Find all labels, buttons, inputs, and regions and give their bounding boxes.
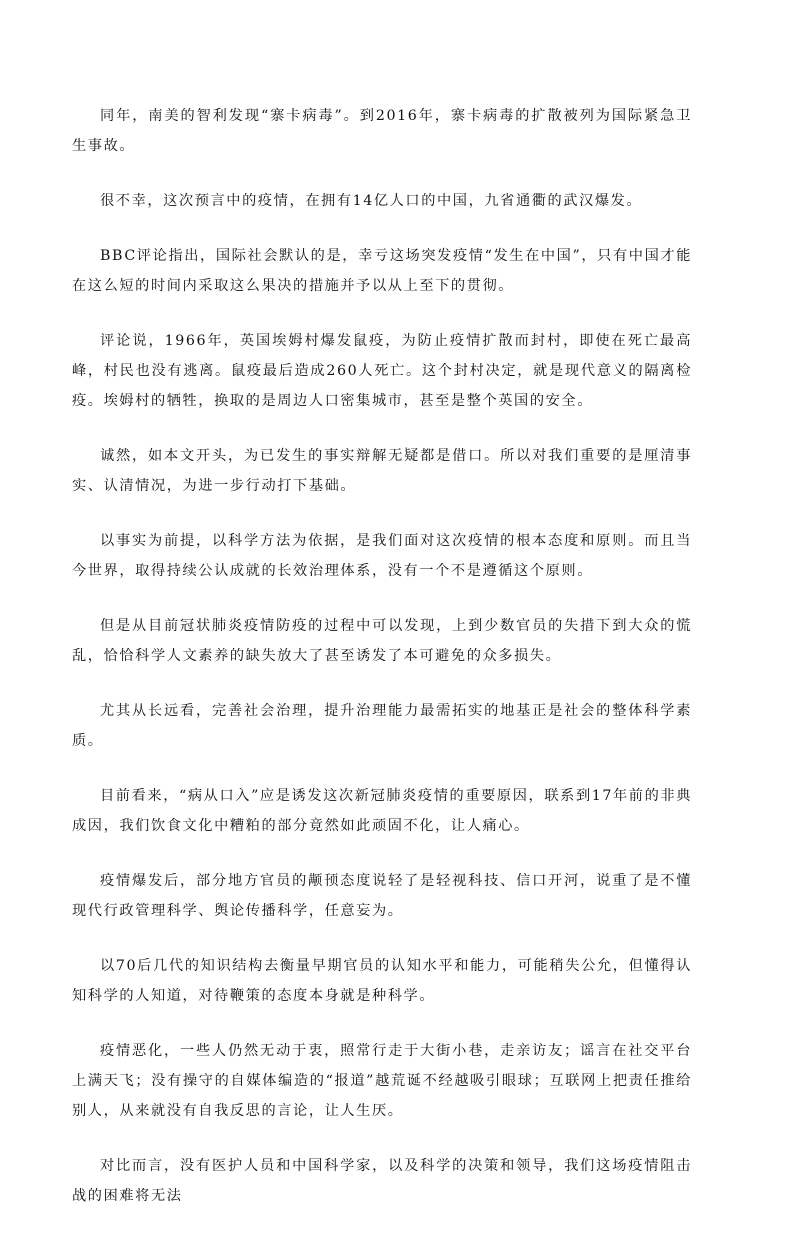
paragraph-5: 诚然，如本文开头，为已发生的事实辩解无疑都是借口。所以对我们重要的是厘清事实、认清情况，为进一步行动打下基础。 [72, 448, 692, 494]
paragraph-12: 疫情恶化，一些人仍然无动于衷，照常行走于大街小巷，走亲访友；谣言在社交平台上满天飞；没有操守的自媒体编造的“报道”越荒诞不经越吸引眼球；互联网上把责任推给别人，从来就没有自我反思的言论，让人生厌。 [72, 1043, 692, 1119]
document-body [72, 101, 692, 1236]
paragraph-10: 疫情爆发后，部分地方官员的颟顸态度说轻了是轻视科技、信口开河，说重了是不懂现代行政管理科学、舆论传播科学，任意妄为。 [72, 873, 692, 919]
paragraph-7: 但是从目前冠状肺炎疫情防疫的过程中可以发现，上到少数官员的失措下到大众的慌乱，恰恰科学人文素养的缺失放大了甚至诱发了本可避免的众多损失。 [72, 618, 692, 664]
paragraph-3: BBC评论指出，国际社会默认的是，幸亏这场突发疫情“发生在中国”，只有中国才能在这么短的时间内采取这么果决的措施并予以从上至下的贯彻。 [72, 248, 692, 294]
paragraph-4: 评论说，1966年，英国埃姆村爆发鼠疫，为防止疫情扩散而封村，即使在死亡最高峰，村民也没有逃离。鼠疫最后造成260人死亡。这个封村决定，就是现代意义的隔离检疫。埃姆村的牺牲，换取的是周边人口密集城市，甚至是整个英国的安全。 [72, 333, 692, 409]
paragraph-6: 以事实为前提，以科学方法为依据，是我们面对这次疫情的根本态度和原则。而且当今世界，取得持续公认成就的长效治理体系，没有一个不是遵循这个原则。 [72, 533, 692, 579]
paragraph-11: 以70后几代的知识结构去衡量早期官员的认知水平和能力，可能稍失公允，但懂得认知科学的人知道，对待鞭策的态度本身就是种科学。 [72, 958, 692, 1004]
paragraph-1: 同年，南美的智利发现“寨卡病毒”。到2016年，寨卡病毒的扩散被列为国际紧急卫生事故。 [72, 108, 692, 154]
paragraph-13: 对比而言，没有医护人员和中国科学家，以及科学的决策和领导，我们这场疫情阻击战的困难将无法 [72, 1158, 692, 1204]
paragraph-8: 尤其从长远看，完善社会治理，提升治理能力最需拓实的地基正是社会的整体科学素质。 [72, 703, 692, 749]
paragraph-2: 很不幸，这次预言中的疫情，在拥有14亿人口的中国，九省通衢的武汉爆发。 [100, 193, 643, 209]
paragraph-9: 目前看来，“病从口入”应是诱发这次新冠肺炎疫情的重要原因，联系到17年前的非典成因，我们饮食文化中糟粕的部分竟然如此顽固不化，让人痛心。 [72, 788, 692, 834]
